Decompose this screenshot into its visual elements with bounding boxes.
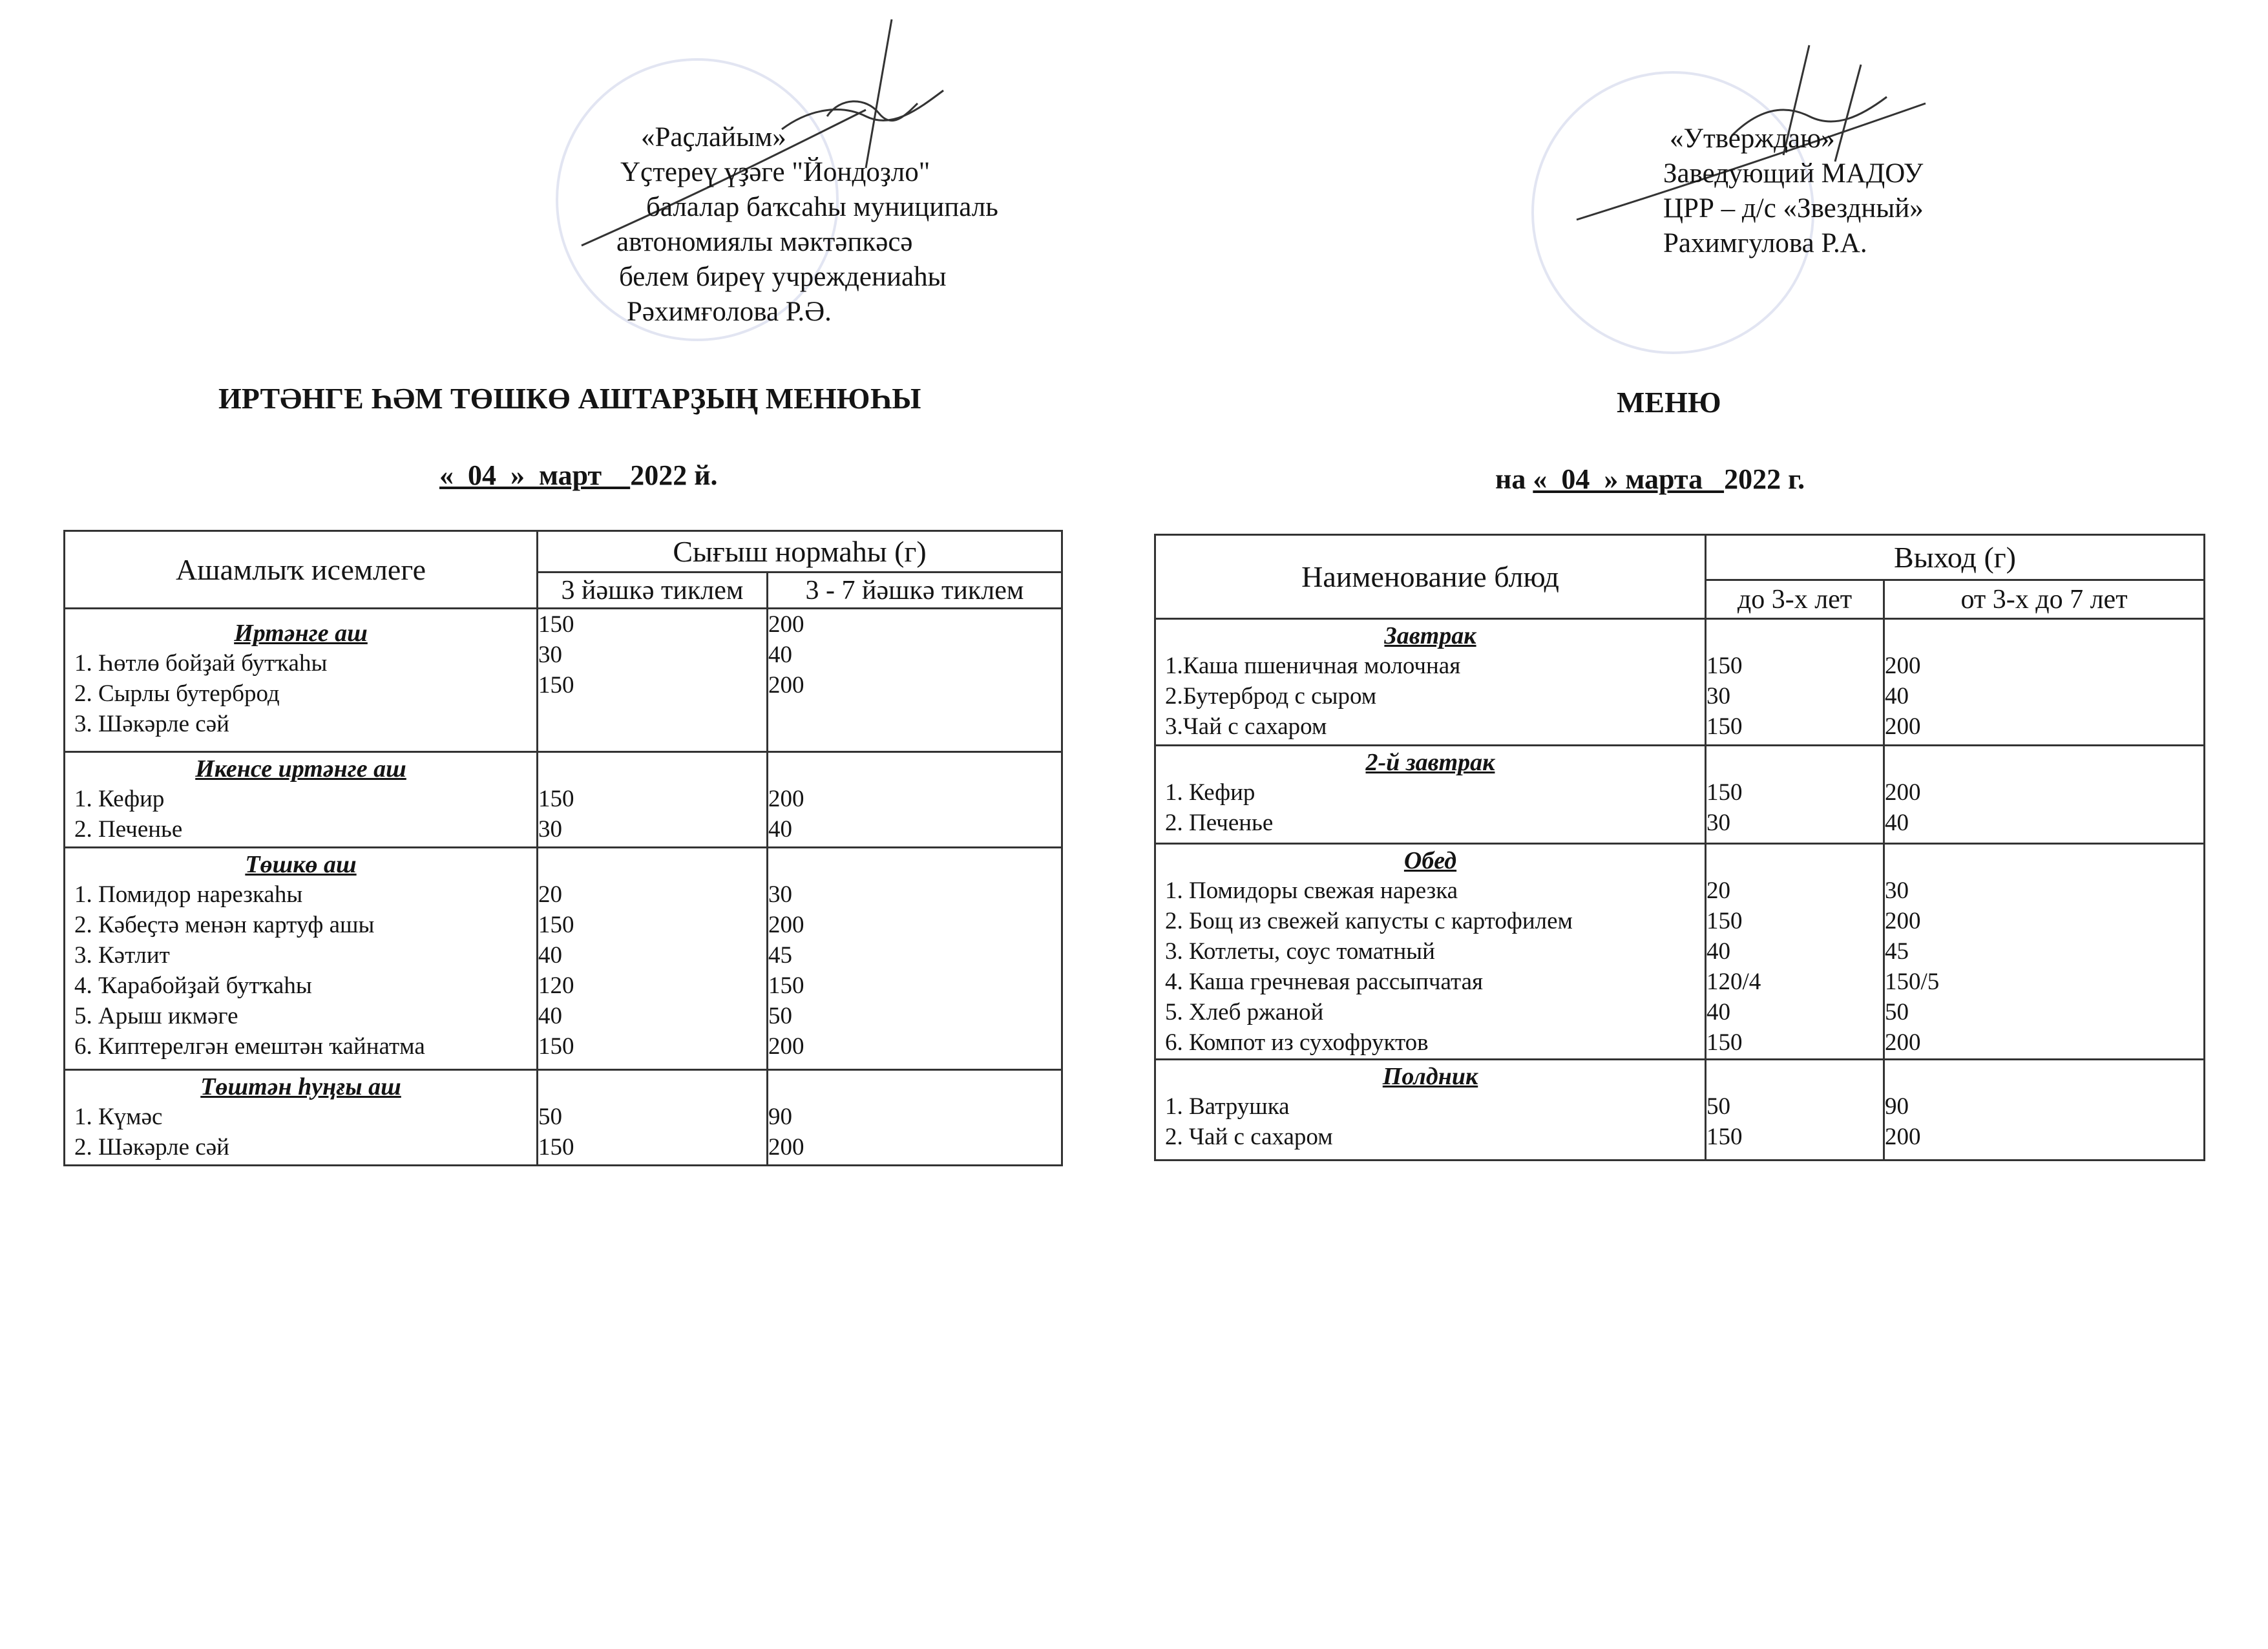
value: 150 (538, 1134, 574, 1161)
left-date-year: 2022 й. (630, 459, 718, 491)
value: 150 (538, 1033, 574, 1060)
values-b (1884, 619, 2205, 746)
right-col-a-header: до 3-х лет (1706, 580, 1884, 619)
values-a (538, 848, 768, 1070)
list-item: 2. Кәбеҫтә менән картуф ашы (74, 912, 375, 938)
value: 90 (768, 1104, 792, 1130)
value: 20 (538, 881, 562, 908)
left-approval-line: «Раҫлайым» (641, 122, 786, 152)
values-b (1884, 1060, 2205, 1161)
value: 45 (1885, 938, 1909, 965)
value: 200 (768, 1033, 804, 1060)
value: 150 (768, 972, 804, 999)
value: 150 (1706, 1124, 1743, 1150)
value: 90 (1885, 1093, 1909, 1120)
left-date-day-month: « 04 » март (439, 459, 631, 491)
value: 120 (538, 972, 574, 999)
value: 150 (1706, 908, 1743, 934)
right-approval-block (1663, 121, 1924, 261)
value: 40 (1885, 683, 1909, 709)
section-title: Завтрак (1384, 622, 1476, 649)
value: 20 (1706, 877, 1730, 904)
value: 200 (1885, 653, 1921, 679)
list-item: 1. Помидор нарезкаһы (74, 881, 303, 908)
right-col-name-header: Наименование блюд (1155, 535, 1706, 619)
value: 30 (1706, 810, 1730, 836)
values-a (1706, 746, 1884, 844)
right-col-norm-header: Выход (г) (1706, 535, 2205, 580)
table-row (65, 848, 1062, 1070)
left-approval-line: автономиялы мәктәпкәсә (616, 227, 913, 257)
list-item: 2. Шәкәрле сәй (74, 1134, 229, 1161)
section-title: Полдник (1382, 1063, 1478, 1090)
list-item: 3. Шәкәрле сәй (74, 711, 229, 737)
values-b (1884, 844, 2205, 1060)
right-date-day-month: « 04 » марта (1533, 463, 1725, 495)
right-date (1495, 463, 1805, 496)
values-b (1884, 746, 2205, 844)
section-cell (65, 1070, 538, 1166)
values-a (1706, 844, 1884, 1060)
value: 150/5 (1885, 969, 1940, 995)
values-a (1706, 1060, 1884, 1161)
list-item: 4. Ҡарабойҙай бутҡаһы (74, 972, 312, 999)
value: 150 (1706, 779, 1743, 806)
value: 30 (1885, 877, 1909, 904)
section-title: Иртәнге аш (234, 620, 368, 647)
left-col-a-header: 3 йәшкә тиклем (538, 572, 768, 609)
value: 120/4 (1706, 969, 1761, 995)
table-row (1155, 619, 2205, 746)
value: 200 (768, 672, 804, 698)
list-item: 5. Арыш икмәге (74, 1003, 238, 1029)
list-item: 2. Бощ из свежей капусты с картофилем (1165, 908, 1573, 934)
values-b (768, 752, 1062, 848)
left-approval-line: белем биреү учреждениаһы (619, 262, 947, 292)
left-approval-line: Рәхимғолова Р.Ә. (627, 297, 832, 327)
value: 50 (1706, 1093, 1730, 1120)
value: 30 (538, 642, 562, 668)
value: 200 (1885, 779, 1921, 806)
section-title: 2-й завтрак (1365, 749, 1495, 776)
values-b (768, 848, 1062, 1070)
list-item: 3.Чай с сахаром (1165, 713, 1327, 740)
section-title: Икенсе иртәнге аш (195, 755, 406, 782)
right-approval-line: Рахимгулова Р.А. (1663, 228, 1867, 258)
value: 40 (1706, 999, 1730, 1025)
right-date-year: 2022 г. (1724, 463, 1805, 495)
list-item: 3. Котлеты, соус томатный (1165, 938, 1435, 965)
table-row (65, 752, 1062, 848)
value: 40 (768, 816, 792, 843)
value: 150 (538, 611, 574, 638)
left-approval-line: балалар баҡсаһы муниципаль (646, 192, 998, 222)
list-item: 4. Каша гречневая рассыпчатая (1165, 969, 1484, 995)
list-item: 1. Кефир (74, 786, 165, 812)
values-a (538, 1070, 768, 1166)
value: 45 (768, 942, 792, 969)
left-title: ИРТӘНГЕ ҺӘМ ТӨШКӨ АШТАРҘЫҢ МЕНЮҺЫ (218, 382, 921, 415)
value: 40 (768, 642, 792, 668)
values-a (538, 609, 768, 752)
value: 200 (1885, 1029, 1921, 1056)
right-title: МЕНЮ (1617, 386, 1721, 419)
values-a (538, 752, 768, 848)
value: 200 (768, 1134, 804, 1161)
values-b (768, 609, 1062, 752)
left-col-name-header: Ашамлыҡ исемлеге (65, 531, 538, 609)
left-date (439, 459, 718, 492)
list-item: 1.Каша пшеничная молочная (1165, 653, 1461, 679)
value: 40 (538, 1003, 562, 1029)
right-menu-table (1154, 534, 2205, 1161)
list-item: 1. Күмәс (74, 1104, 163, 1130)
section-cell (1155, 1060, 1706, 1161)
value: 200 (1885, 713, 1921, 740)
list-item: 1. Һөтлө бойҙай бутҡаһы (74, 650, 328, 677)
section-title: Обед (1403, 847, 1457, 874)
section-cell (65, 848, 538, 1070)
table-row (1155, 746, 2205, 844)
left-col-b-header: 3 - 7 йәшкә тиклем (768, 572, 1062, 609)
value: 200 (768, 611, 804, 638)
value: 40 (538, 942, 562, 969)
right-approval-line: «Утверждаю» (1670, 123, 1835, 154)
section-cell (65, 609, 538, 752)
left-approval-line: Үҫтереү үҙәге "Йондоҙло" (620, 157, 930, 187)
left-menu-table (63, 530, 1063, 1166)
table-row (65, 1070, 1062, 1166)
value: 200 (1885, 1124, 1921, 1150)
list-item: 2. Печенье (74, 816, 183, 843)
value: 150 (538, 912, 574, 938)
value: 200 (768, 912, 804, 938)
right-approval-line: ЦРР – д/с «Звездный» (1663, 193, 1924, 224)
value: 150 (538, 786, 574, 812)
section-cell (1155, 746, 1706, 844)
section-title: Төшкө аш (245, 851, 357, 878)
value: 150 (538, 672, 574, 698)
right-approval-line: Заведующий МАДОУ (1663, 158, 1924, 189)
right-col-b-header: от 3-х до 7 лет (1884, 580, 2205, 619)
list-item: 2. Сырлы бутерброд (74, 680, 280, 707)
value: 30 (768, 881, 792, 908)
list-item: 1. Кефир (1165, 779, 1255, 806)
section-cell (1155, 844, 1706, 1060)
value: 150 (1706, 713, 1743, 740)
list-item: 3. Кәтлит (74, 942, 170, 969)
list-item: 6. Компот из сухофруктов (1165, 1029, 1429, 1056)
list-item: 1. Ватрушка (1165, 1093, 1290, 1120)
section-title: Төштән һуңғы аш (200, 1073, 401, 1100)
list-item: 2.Бутерброд с сыром (1165, 683, 1377, 709)
list-item: 2. Печенье (1165, 810, 1274, 836)
section-cell (1155, 619, 1706, 746)
left-approval-block (616, 120, 998, 330)
value: 200 (768, 786, 804, 812)
value: 200 (1885, 908, 1921, 934)
value: 50 (1885, 999, 1909, 1025)
value: 150 (1706, 1029, 1743, 1056)
value: 40 (1885, 810, 1909, 836)
table-row (65, 609, 1062, 752)
list-item: 2. Чай с сахаром (1165, 1124, 1333, 1150)
values-b (768, 1070, 1062, 1166)
value: 50 (768, 1003, 792, 1029)
value: 40 (1706, 938, 1730, 965)
value: 30 (538, 816, 562, 843)
section-cell (65, 752, 538, 848)
value: 50 (538, 1104, 562, 1130)
left-col-norm-header: Сығыш нормаһы (г) (538, 531, 1062, 572)
list-item: 5. Хлеб ржаной (1165, 999, 1324, 1025)
list-item: 1. Помидоры свежая нарезка (1165, 877, 1458, 904)
value: 150 (1706, 653, 1743, 679)
table-row (1155, 1060, 2205, 1161)
table-row (1155, 844, 2205, 1060)
value: 30 (1706, 683, 1730, 709)
values-a (1706, 619, 1884, 746)
right-date-prefix: на (1495, 463, 1533, 495)
list-item: 6. Киптерелгән емештән ҡайнатма (74, 1033, 425, 1060)
